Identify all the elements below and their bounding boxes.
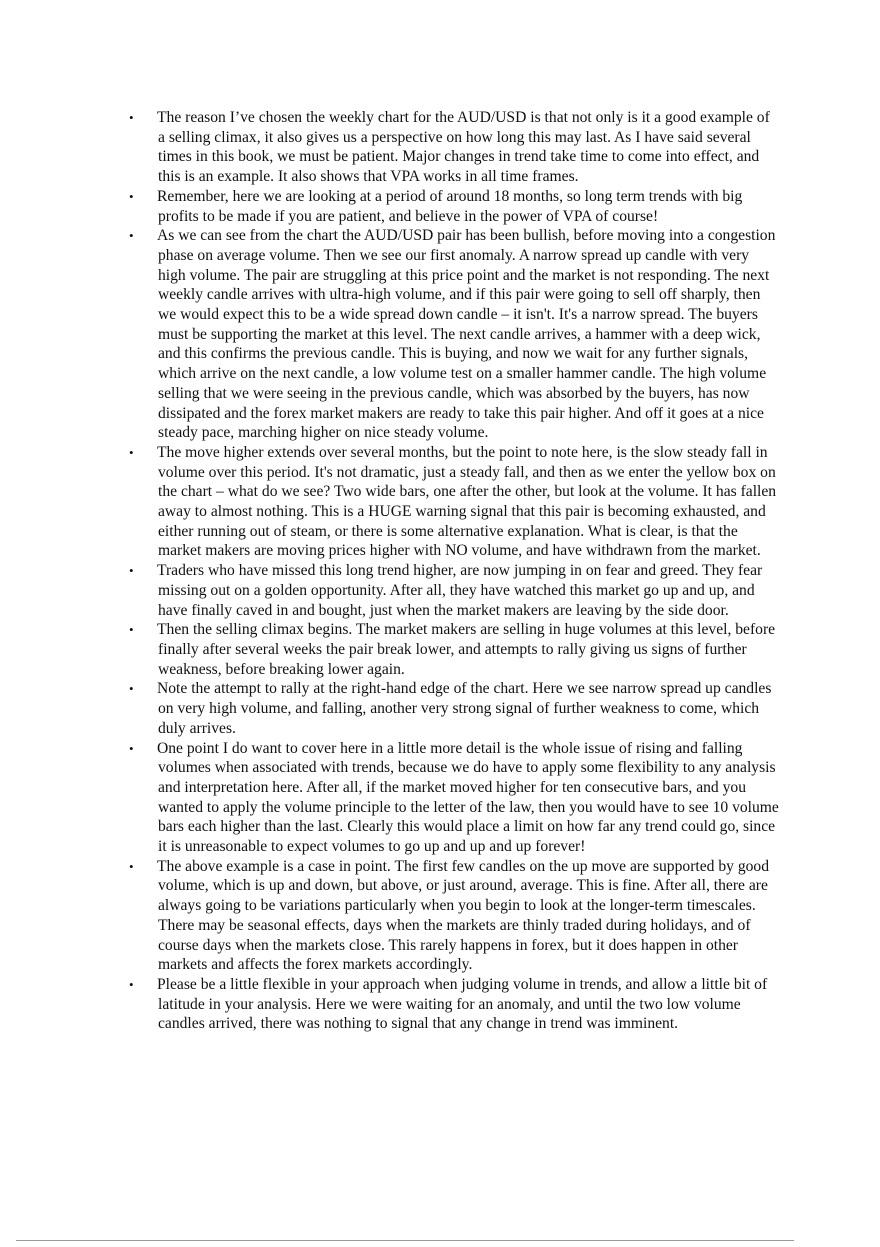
bullet-icon: •: [129, 563, 134, 579]
bullet-icon: •: [129, 740, 134, 756]
paragraph-text: Then the selling climax begins. The market makers are selling in huge volumes at this level, before finally after several weeks the pair break lower, and attempts to rally giving us signs of further weakness, before breaking lower again.: [157, 621, 776, 678]
list-item: [130, 187, 780, 226]
list-item: [130, 620, 780, 679]
bullet-icon: •: [129, 444, 134, 460]
paragraph-text: The move higher extends over several months, but the point to note here, is the slow steady fall in volume over this period. It's not dramatic, just a steady fall, and then as we enter the yellow box on the chart – what do we see? Two wide bars, one after the other, but look at the volume. It has fallen away to almost nothing. This is a HUGE warning signal that this pair is becoming exhausted, and either running out of steam, or there is some alternative explanation. What is clear, is that the market makers are moving prices higher with NO volume, and have withdrawn from the market.: [157, 443, 777, 560]
list-item: [130, 857, 780, 975]
paragraph-text: As we can see from the chart the AUD/USD pair has been bullish, before moving into a congestion phase on average volume. Then we see our first anomaly. A narrow spread up candle with very high volume. The pair are struggling at this price point and the market is not responding. The next weekly candle arrives with ultra-high volume, and if this pair were going to sell off sharply, then we would expect this to be a wide spread down candle – it isn't. It's a narrow spread. The buyers must be supporting the market at this level. The next candle arrives, a hammer with a deep wick, and this confirms the previous candle. This is buying, and now we wait for any further signals, which arrive on the next candle, a low volume test on a smaller hammer candle. The high volume selling that we were seeing in the previous candle, which was absorbed by the buyers, has now dissipated and the forex market makers are ready to take this pair higher. And off it goes at a nice steady pace, marching higher on nice steady volume.: [157, 227, 776, 442]
list-item: [130, 679, 780, 738]
list-item: [130, 443, 780, 561]
bullet-icon: •: [129, 110, 134, 125]
list-item: [130, 561, 780, 620]
paragraph-text: Traders who have missed this long trend higher, are now jumping in on fear and greed. They fear missing out on a golden opportunity. After all, they have watched this market go up and up, and have finally caved in and bought, just when the market makers are leaving by the side door.: [157, 562, 763, 619]
bullet-icon: •: [129, 188, 134, 204]
bullet-icon: •: [129, 976, 134, 992]
list-item: [130, 739, 780, 857]
paragraph-text: The reason I’ve chosen the weekly chart for the AUD/USD is that not only is it a good example of a selling climax, it also gives us a perspective on how long this may last. As I have said several times in this book, we must be patient. Major changes in trend take time to come into effect, and this is an example. It also shows that VPA works in all time frames.: [157, 109, 770, 186]
paragraph-text: Remember, here we are looking at a period of around 18 months, so long term trends with big profits to be made if you are patient, and believe in the power of VPA of course!: [157, 187, 743, 225]
paragraph-text: Please be a little flexible in your approach when judging volume in trends, and allow a little bit of latitude in your analysis. Here we were waiting for an anomaly, and until the two low volume candles arrived, there was nothing to signal that any change in trend was imminent.: [157, 975, 768, 1033]
bullet-list: [130, 108, 780, 1034]
bullet-icon: •: [129, 228, 134, 244]
bullet-icon: •: [129, 681, 134, 697]
list-item: [130, 226, 780, 443]
paragraph-text: Note the attempt to rally at the right-hand edge of the chart. Here we see narrow spread up candles on very high volume, and falling, another very strong signal of further weakness to come, which duly arrives.: [157, 680, 772, 737]
list-item: [130, 108, 780, 187]
footer-divider: [16, 1240, 794, 1241]
paragraph-text: One point I do want to cover here in a little more detail is the whole issue of rising and falling volumes when associated with trends, because we do have to apply some flexibility to any analysis and interpretation here. After all, if the market moved higher for ten consecutive bars, and you wanted to apply the volume principle to the letter of the law, then you would have to see 10 volume bars each higher than the last. Clearly this would place a limit on how far any trend could go, since it is unreasonable to expect volumes to go up and up and up forever!: [157, 739, 779, 856]
bullet-icon: •: [129, 858, 134, 874]
bullet-icon: •: [129, 622, 134, 638]
list-item: [130, 975, 780, 1034]
paragraph-text: The above example is a case in point. The first few candles on the up move are supported by good volume, which is up and down, but above, or just around, average. This is fine. After all, there are always going to be variations particularly when you begin to look at the longer-term timescales. There may be seasonal effects, days when the markets are thinly traded during holidays, and of course days when the markets close. This rarely happens in forex, but it does happen in other markets and affects the forex markets accordingly.: [157, 857, 770, 974]
